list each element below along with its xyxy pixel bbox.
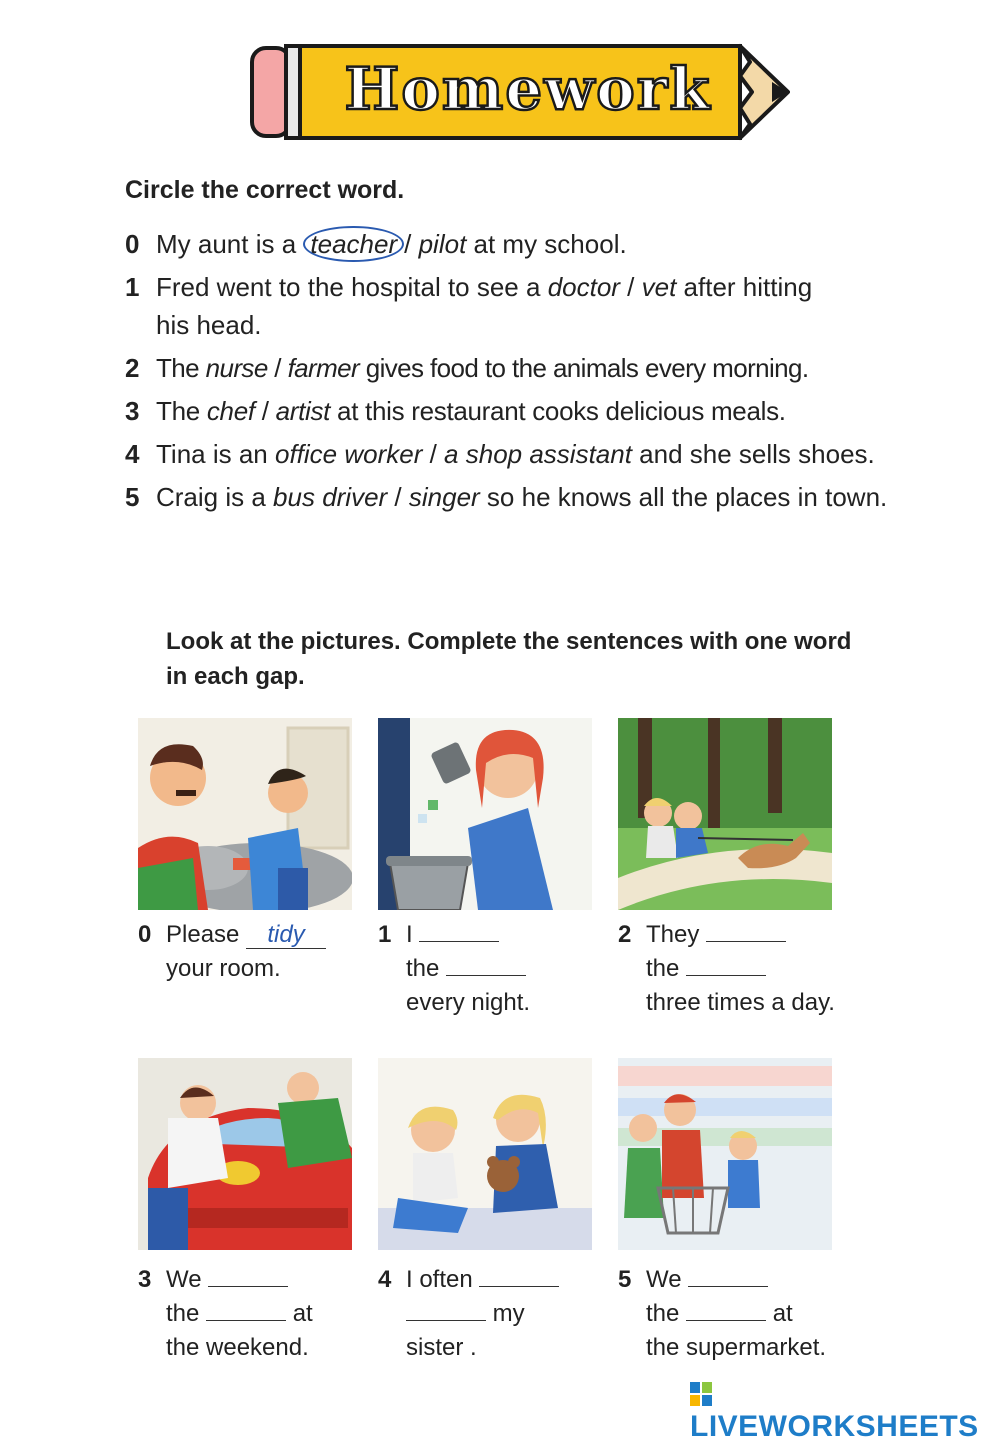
picture-wash-car	[138, 1058, 352, 1250]
caption-3: 3 We the at the weekend.	[138, 1266, 313, 1361]
option-1[interactable]: bus driver	[273, 482, 388, 512]
option-2[interactable]: pilot	[418, 229, 467, 259]
option-2[interactable]: artist	[275, 396, 331, 426]
list-item: 0 My aunt is a teacher / pilot at my school.	[125, 225, 885, 263]
option-2[interactable]: vet	[641, 272, 677, 302]
answer-gap[interactable]	[446, 953, 526, 976]
answer-gap[interactable]	[686, 1298, 766, 1321]
circle-word-list	[125, 225, 888, 521]
answer-gap[interactable]	[688, 1264, 768, 1287]
instruction-complete: Look at the pictures. Complete the sentences with one word in each gap.	[166, 628, 852, 690]
list-item: 3 The chef / artist at this restaurant cooks delicious meals.	[125, 396, 786, 426]
picture-supermarket	[618, 1058, 832, 1250]
option-1[interactable]: chef	[206, 396, 255, 426]
answer-gap[interactable]: tidy	[246, 922, 326, 949]
option-1[interactable]: doctor	[547, 272, 620, 302]
answer-gap[interactable]	[419, 919, 499, 942]
list-item: 5 Craig is a bus driver / singer so he knows all the places in town.	[125, 482, 888, 512]
caption-4: 4 I often my sister .	[378, 1263, 608, 1365]
circled-answer[interactable]: teacher	[303, 226, 404, 262]
picture-tidy-room	[138, 718, 352, 910]
answer-gap[interactable]	[479, 1264, 559, 1287]
list-item: 4 Tina is an office worker / a shop assistant and she sells shoes.	[125, 439, 875, 469]
option-1[interactable]: office worker	[274, 439, 423, 469]
list-item: 2 The nurse / farmer gives food to the animals every morning.	[125, 353, 809, 383]
liveworksheets-logo: LIVEWORKSHEETS	[690, 1376, 1000, 1444]
picture-walk-dog	[618, 718, 832, 910]
caption-1: 1 I the every night.	[378, 921, 531, 1016]
answer-gap[interactable]	[686, 953, 766, 976]
caption-5: 5 We the at the supermarket.	[618, 1266, 827, 1361]
banner-title: Homework	[344, 55, 712, 123]
list-item: 1 Fred went to the hospital to see a doctor / vet after hitting his head.	[125, 272, 813, 340]
liveworksheets-icon	[690, 1382, 712, 1406]
instruction-circle: Circle the correct word.	[125, 176, 405, 204]
option-2[interactable]: a shop assistant	[444, 439, 632, 469]
option-2[interactable]: singer	[408, 482, 480, 512]
answer-gap[interactable]	[706, 919, 786, 942]
answer-gap[interactable]	[406, 1298, 486, 1321]
homework-banner	[250, 40, 790, 145]
answer-gap[interactable]	[206, 1298, 286, 1321]
picture-rubbish	[378, 718, 592, 910]
option-1[interactable]: nurse	[205, 353, 268, 383]
caption-2: 2 They the three times a day.	[618, 921, 835, 1016]
option-2[interactable]: farmer	[287, 353, 360, 383]
caption-0: 0 Please tidy your room.	[138, 918, 368, 986]
answer-gap[interactable]	[208, 1264, 288, 1287]
picture-play-sister	[378, 1058, 592, 1250]
